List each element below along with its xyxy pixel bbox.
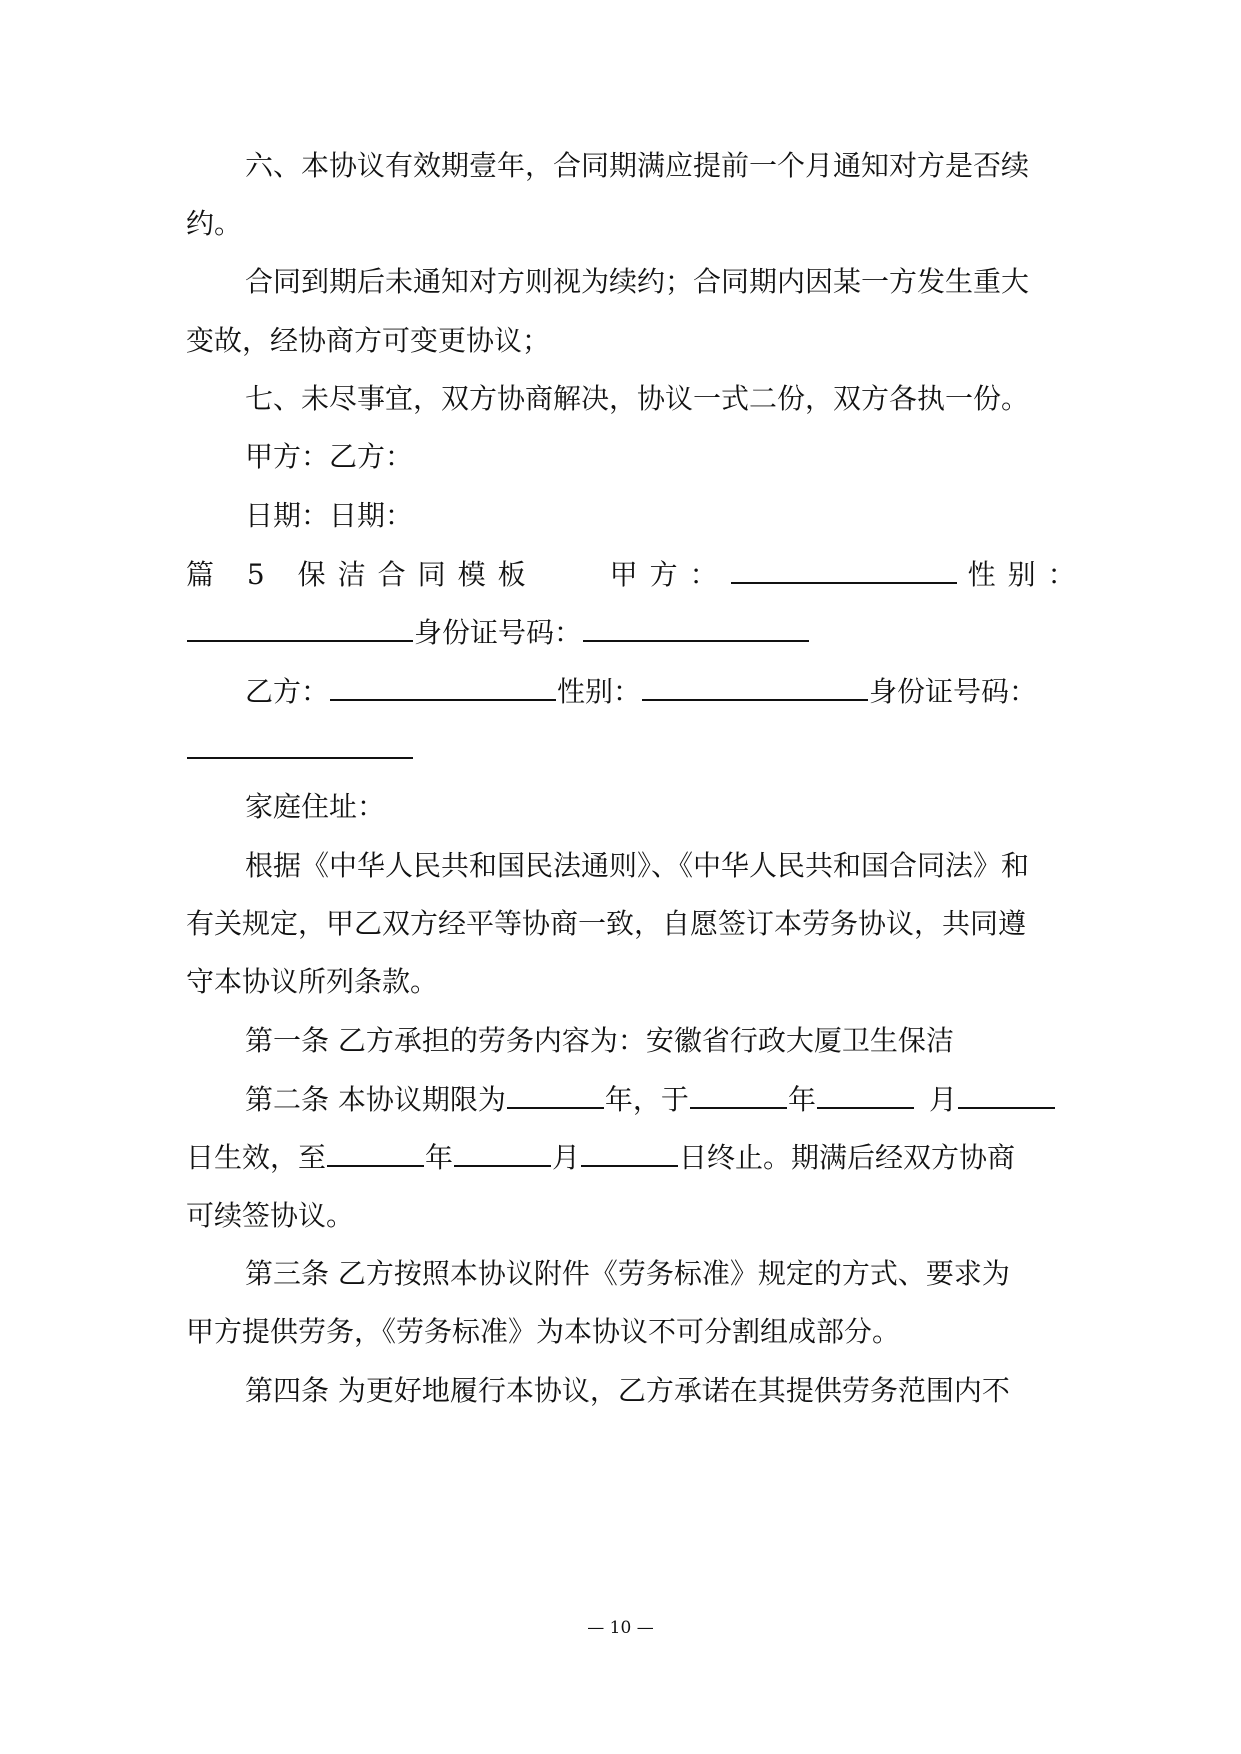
party-a-name-blank [731, 554, 957, 584]
date-signature-line: 日期：日期： [245, 499, 414, 532]
clause-6-cont-line-2: 变故，经协商方可变更协议； [186, 324, 551, 357]
article-2-end: 日终止。期满后经双方协商 [679, 1141, 1016, 1174]
end-month-blank [454, 1137, 551, 1167]
unit-month: 月 [928, 1083, 957, 1116]
party-a-gender-label: 性别： [967, 558, 1088, 591]
start-year-blank [690, 1079, 787, 1109]
party-b-id-line [186, 729, 1086, 769]
article-2-prefix: 第二条 本协议期限为 [245, 1083, 506, 1116]
party-b-gender-label: 性别： [557, 675, 642, 708]
clause-6-line-1: 六、本协议有效期壹年，合同期满应提前一个月通知对方是否续 [245, 149, 1030, 182]
unit-year: 年 [787, 1083, 816, 1116]
clause-6-cont-line-1: 合同到期后未通知对方则视为续约；合同期内因某一方发生重大 [245, 265, 1030, 298]
article-2-yu: ，于 [632, 1083, 689, 1116]
article-2-line-2 [186, 1137, 1086, 1177]
article-3-line-1: 第三条 乙方按照本协议附件《劳务标准》规定的方式、要求为 [245, 1257, 1010, 1290]
party-a-id-blank [583, 612, 809, 642]
party-b-id-label: 身份证号码： [869, 675, 1038, 708]
page-number: — 10 — [587, 1618, 654, 1638]
section-title: 篇 5 保洁合同模板 [186, 558, 538, 591]
party-a-id-line [186, 612, 1086, 652]
article-2-effect: 日生效，至 [186, 1141, 327, 1174]
article-2-line-1 [245, 1079, 1145, 1119]
unit-year: 年 [604, 1083, 633, 1116]
end-year-blank [327, 1137, 424, 1167]
start-month-blank [817, 1079, 914, 1109]
section-title-line [186, 554, 1086, 594]
party-a-gender-blank [187, 612, 413, 642]
party-signature-line: 甲方：乙方： [245, 440, 414, 473]
article-1: 第一条 乙方承担的劳务内容为：安徽省行政大厦卫生保洁 [245, 1024, 954, 1057]
party-a-id-label: 身份证号码： [414, 616, 583, 649]
preamble-line-1: 根据《中华人民共和国民法通则》、《中华人民共和国合同法》和 [245, 849, 1030, 882]
party-b-label: 乙方： [245, 675, 330, 708]
party-b-id-blank [187, 729, 413, 759]
home-address: 家庭住址： [245, 790, 386, 823]
party-b-gender-blank [642, 671, 868, 701]
article-2-line-3: 可续签协议。 [186, 1199, 355, 1232]
end-day-blank [581, 1137, 678, 1167]
clause-6-line-2: 约。 [186, 207, 243, 240]
party-b-line [245, 671, 1145, 711]
term-years-blank [507, 1079, 604, 1109]
party-b-name-blank [330, 671, 556, 701]
clause-7: 七、未尽事宜，双方协商解决，协议一式二份，双方各执一份。 [245, 382, 1030, 415]
article-4-line-1: 第四条 为更好地履行本协议，乙方承诺在其提供劳务范围内不 [245, 1374, 1010, 1407]
party-a-label: 甲方： [609, 558, 730, 591]
preamble-line-2: 有关规定，甲乙双方经平等协商一致，自愿签订本劳务协议，共同遵 [186, 907, 1027, 940]
unit-month: 月 [552, 1141, 581, 1174]
preamble-line-3: 守本协议所列条款。 [186, 965, 439, 998]
unit-year: 年 [425, 1141, 454, 1174]
article-3-line-2: 甲方提供劳务，《劳务标准》为本协议不可分割组成部分。 [186, 1315, 901, 1348]
start-day-blank [958, 1079, 1055, 1109]
